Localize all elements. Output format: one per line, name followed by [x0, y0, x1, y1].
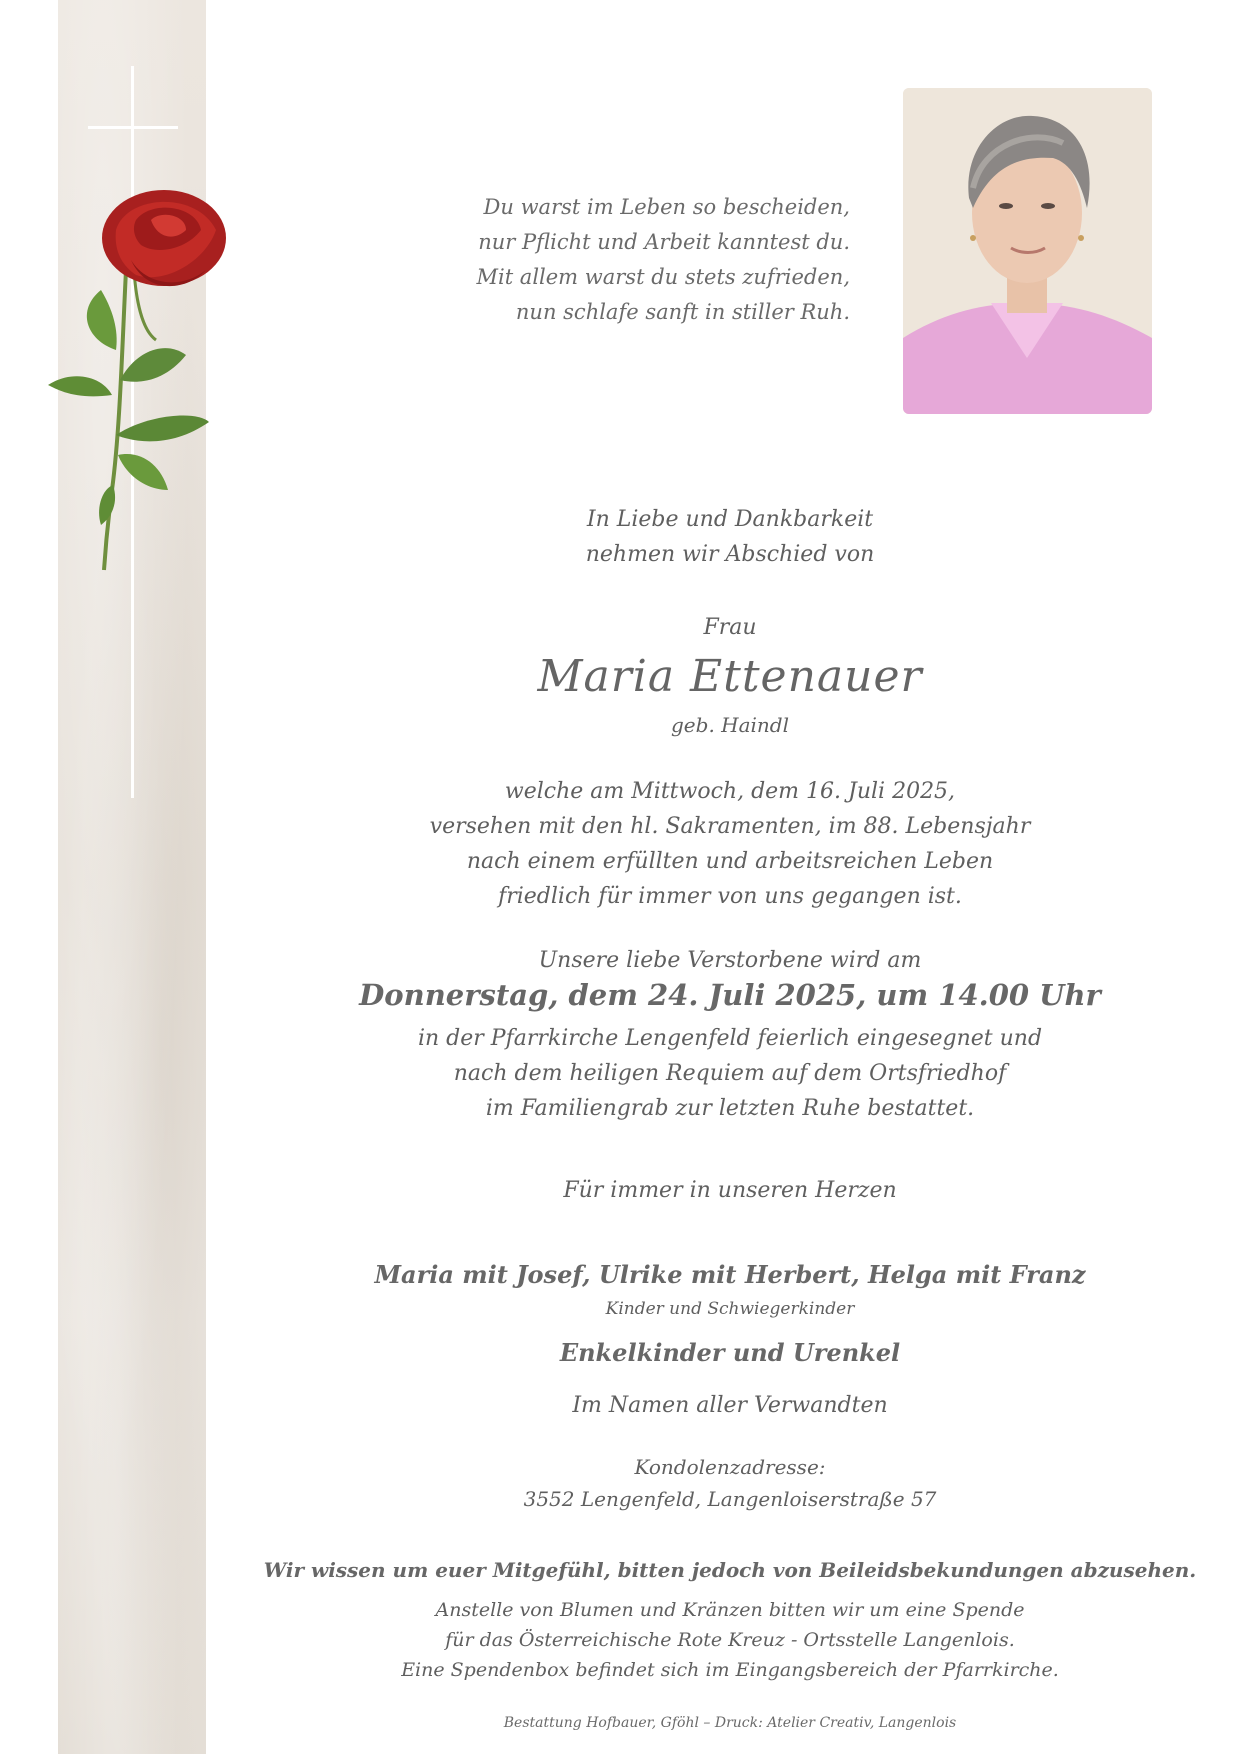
- cross-icon-bar: [88, 126, 178, 129]
- donation-text: [230, 1595, 1230, 1685]
- salutation: Frau: [703, 615, 757, 640]
- funeral-intro: Unsere liebe Verstorbene wird am: [538, 948, 922, 973]
- donation-line: Anstelle von Blumen und Kränzen bitten wir um eine Spende: [435, 1599, 1025, 1621]
- condolence-address: 3552 Lengenfeld, Langenloiserstraße 57: [523, 1487, 937, 1511]
- donation-line: Eine Spendenbox befindet sich im Eingangsbereich der Pfarrkirche.: [401, 1659, 1059, 1681]
- funeral-text-line: im Familiengrab zur letzten Ruhe bestattet.: [485, 1096, 975, 1121]
- intro-line: nehmen wir Abschied von: [585, 542, 875, 567]
- intro-line: In Liebe und Dankbarkeit: [586, 507, 874, 532]
- death-text-line: nach einem erfüllten und arbeitsreichen Leben: [466, 849, 994, 874]
- relatives: Im Namen aller Verwandten: [572, 1393, 888, 1418]
- funeral-date: Donnerstag, dem 24. Juli 2025, um 14.00 Uhr: [359, 978, 1101, 1012]
- death-text: [230, 774, 1230, 914]
- notice-bold: Wir wissen um euer Mitgefühl, bitten jedoch von Beileidsbekundungen abzusehen.: [263, 1558, 1197, 1582]
- rose-image: [46, 190, 246, 580]
- condolence-label: Kondolenzadresse:: [634, 1455, 826, 1479]
- poem-line: nun schlafe sanft in stiller Ruh.: [515, 300, 850, 324]
- death-text-line: welche am Mittwoch, dem 16. Juli 2025,: [504, 779, 956, 804]
- deceased-name: Maria Ettenauer: [537, 651, 923, 702]
- children-label: Kinder und Schwiegerkinder: [605, 1299, 855, 1319]
- funeral-text: [230, 1021, 1230, 1126]
- maiden-name: geb. Haindl: [671, 713, 789, 737]
- intro: [230, 502, 1230, 572]
- children-names: Maria mit Josef, Ulrike mit Herbert, Helga mit Franz: [374, 1260, 1086, 1289]
- forever-text: Für immer in unseren Herzen: [563, 1178, 897, 1203]
- portrait-photo: [903, 88, 1152, 414]
- footer: Bestattung Hofbauer, Gföhl – Druck: Atelier Creativ, Langenlois: [503, 1715, 957, 1731]
- death-text-line: friedlich für immer von uns gegangen ist.: [498, 884, 962, 909]
- poem-line: nur Pflicht und Arbeit kanntest du.: [478, 230, 850, 254]
- funeral-text-line: in der Pfarrkirche Lengenfeld feierlich eingesegnet und: [417, 1026, 1043, 1051]
- funeral-text-line: nach dem heiligen Requiem auf dem Ortsfriedhof: [453, 1061, 1007, 1086]
- poem: [440, 190, 850, 330]
- poem-line: Mit allem warst du stets zufrieden,: [476, 265, 850, 289]
- donation-line: für das Österreichische Rote Kreuz - Ortsstelle Langenlois.: [445, 1629, 1015, 1651]
- death-text-line: versehen mit den hl. Sakramenten, im 88. Lebensjahr: [429, 814, 1031, 839]
- grandchildren: Enkelkinder und Urenkel: [559, 1338, 901, 1367]
- poem-line: Du warst im Leben so bescheiden,: [483, 195, 850, 219]
